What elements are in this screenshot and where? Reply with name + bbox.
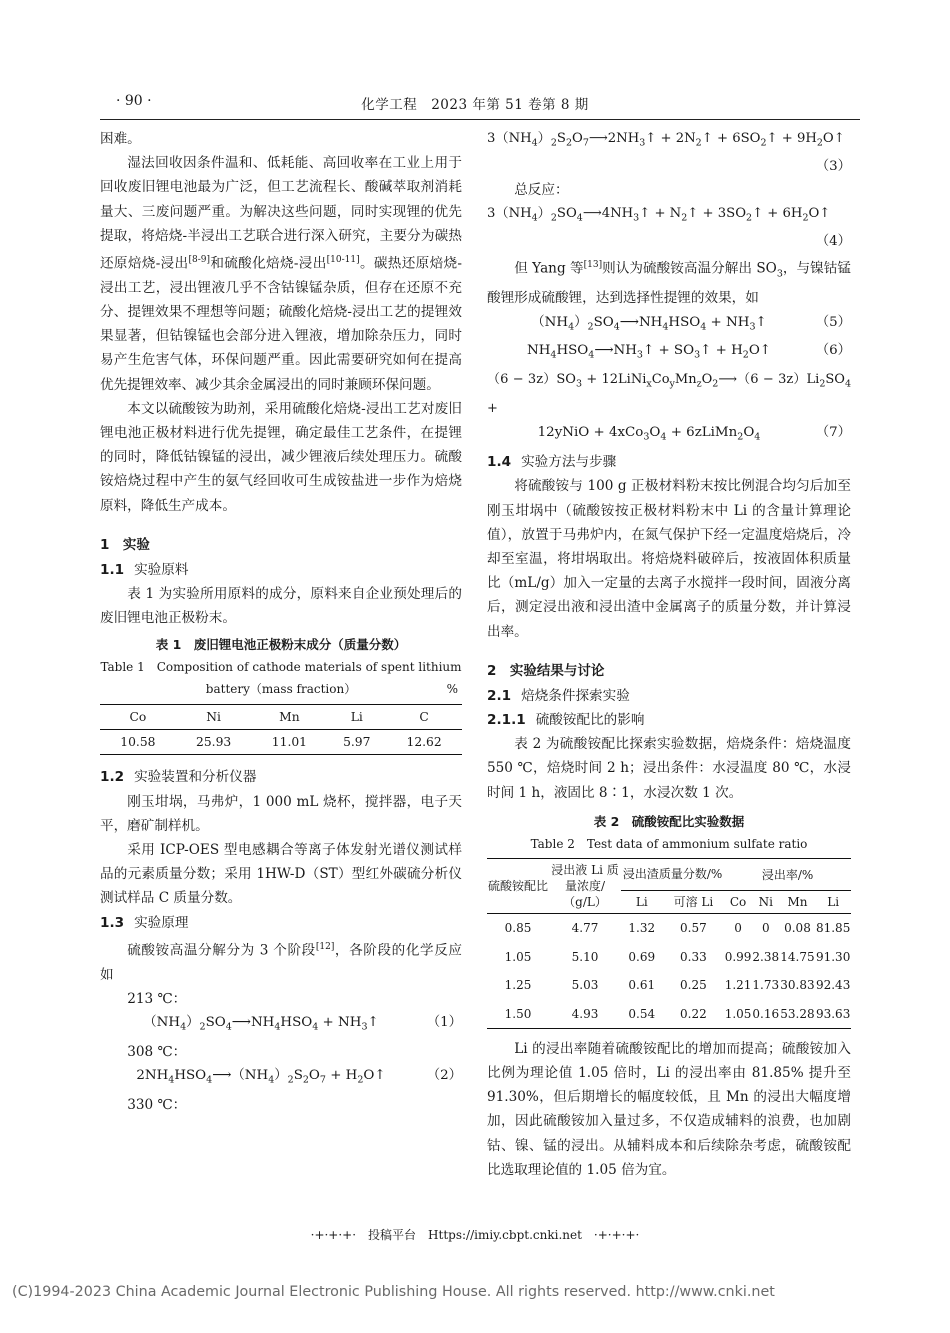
table-1-caption-en-line2: battery（mass fraction） % [100,678,462,700]
table-2-header-li-concentration: 浸出液 Li 质量浓度/（g/L） [549,858,621,913]
equation-6-number: （6） [815,343,851,359]
temperature-308: 308 ℃： [127,1043,187,1060]
paragraph-li-leaching: Li 的浸出率随着硫酸铵配比的增加而提高；硫酸铵加入比例为理论值 1.05 倍时，Li 的浸出率由 81.85% 提升至 91.30%，但后期增长的幅度较低，且 Mn 的浸出大幅度增加，因此硫酸铵加入量过多，不仅造成辅料的浪费，也加剧钴、镍、锰的浸出。从辅料成本和后续除杂考虑，硫酸铵配比选取理论值的 1.05 倍为宜。 [487,1040,851,1178]
table-row [487,971,851,1000]
section-1-heading: 1 实验 [100,536,150,553]
temperature-330: 330 ℃： [127,1096,187,1113]
table-2-cell: 1.73 [752,978,780,993]
table-1-cell: 10.58 [100,730,176,755]
table-1-header-cell: Co [100,705,176,730]
right-column [487,127,851,1182]
section-2-1-heading: 2.1 焙烧条件探索实验 [487,687,630,704]
table-row [487,999,851,1028]
section-2-1-1-heading: 2.1.1 硫酸铵配比的影响 [487,712,645,728]
header-rule [100,119,860,120]
equation-2: $2NH_4HSO_4⟶(NH_4)_2S_2O_7$ + $H_2O↑$ （2） [100,1064,462,1093]
table-1-cell: 25.93 [176,730,252,755]
equation-7-line2: 12yNiO + $4xCo_3O_4$ + $6zLiMn_2O_4$ （7） [487,421,851,450]
equation-5-number: （5） [815,314,851,330]
equation-4-number: （4） [815,233,851,249]
table-2-cell: 0 [734,921,742,936]
table-2-cell: 0.57 [680,921,707,936]
table-2-cell: 1.25 [504,978,532,993]
table-2-cell: 53.28 [780,999,816,1028]
table-2-cell: 0.33 [680,949,707,964]
equation-7-line1: $(6 - 3z)SO_3$ + $12LiNi_xCo_yMn_zO_2⟶(6 - 3z)Li_2SO_4$ + [487,372,851,417]
table-2-subheader-cell: 可溶 Li [663,890,725,913]
paragraph-raw-materials: 表 1 为实验所用原料的成分，原料来自企业预处理后的废旧锂电池正极粉末。 [100,585,462,627]
paragraph-this-work: 本文以硫酸铵为助剂，采用硫酸化焙烧-浸出工艺对废旧锂电池正极材料进行优先提锂，确定最佳工艺条件，在提锂的同时，降低钴镍锰的浸出，减少锂液后续处理压力。硫酸铵焙烧过程中产生的氨气经回收可生成铵盐进一步作为焙烧原料，降低生产成本。 [100,400,462,514]
citation-12[interactable]: [12] [315,941,335,952]
table-2-subheader-cell: Ni [752,890,780,913]
citation-13[interactable]: [13] [583,259,603,270]
table-2-header-ratio: 硫酸铵配比 [487,858,549,913]
paragraph-table2-intro: 表 2 为硫酸铵配比探索实验数据，焙烧条件：焙烧温度 550 ℃，焙烧时间 2 h；浸出条件：水浸温度 80 ℃，水浸时间 1 h，液固比 8∶1，水浸次数 1 次。 [487,736,851,801]
section-1-1-heading: 1.1 实验原料 [100,561,189,578]
paragraph-yang: 但 Yang 等[13]则认为硫酸铵高温分解出 $SO_3$，与镍钴锰酸锂形成硫酸锂，达到选择性提锂的效果，如 [487,259,851,307]
table-1-caption: 表 1 废旧锂电池正极粉末成分（质量分数） [155,637,407,653]
table-row [487,942,851,971]
table-2-cell: 1.21 [724,978,752,993]
table-2-cell: 1.50 [487,999,549,1028]
section-1-3-heading: 1.3 实验原理 [100,914,189,931]
equation-2-number: （2） [426,1068,462,1084]
table-2-subheader-cell: Co [724,890,752,913]
table-2-cell: 0.22 [663,999,725,1028]
copyright-notice: (C)1994-2023 China Academic Journal Electronic Publishing House. All rights reserved. http://www.cnki.net [12,1284,775,1300]
table-2-cell: 4.93 [549,999,621,1028]
table-2-subheader-cell: Mn [780,890,816,913]
table-2-cell: 0.99 [724,949,752,964]
table-2-cell: 5.03 [571,978,599,993]
header-journal: 化学工程 2023 年第 51 卷第 8 期 [361,97,589,113]
section-1-4-heading: 1.4 实验方法与步骤 [487,454,617,471]
table-2-cell: 0.85 [504,921,532,936]
table-2-header-residue: 浸出渣质量分数/% [621,858,724,890]
equation-4: $3(NH_4)_2SO_4⟶4NH_3↑$ + $N_2↑$ + $3SO_2↑$ + $6H_2O↑$ [487,206,831,224]
paragraph-analysis: 采用 ICP-OES 型电感耦合等离子体发射光谱仪测试样品的元素质量分数；采用 1HW-D（ST）型红外碳硫分析仪测试样品 C 质量分数。 [100,842,462,907]
citation-8-9[interactable]: [8-9] [188,255,210,266]
table-1-header-cell: Ni [176,705,252,730]
equation-1-number: （1） [426,1014,462,1030]
table-1-caption-en: Table 1 Composition of cathode materials of spent lithium [100,660,462,675]
table-1-cell: 11.01 [252,730,328,755]
table-1-row [100,730,462,755]
table-2-caption: 表 2 硫酸铵配比实验数据 [593,813,745,829]
table-2-cell: 30.83 [780,978,815,993]
table-2-cell: 14.75 [780,949,815,964]
citation-10-11[interactable]: [10-11] [326,255,360,266]
table-2-cell: 0.25 [680,978,707,993]
table-1-cell: 12.62 [386,730,462,755]
table-row [487,913,851,942]
footer-submission-platform[interactable]: ·+·+·+· 投稿平台 Https://imiy.cbpt.cnki.net ·+·+·+· [310,1228,640,1242]
table-2-cell: 1.05 [724,999,752,1028]
table-1-header-cell: Mn [252,705,328,730]
temperature-213: 213 ℃： [127,990,187,1007]
table-2-cell: 5.10 [571,949,599,964]
table-1-unit: % [446,682,458,697]
paragraph-wet-recovery: 湿法回收因条件温和、低耗能、高回收率在工业上用于回收废旧锂电池最为广泛，但工艺流程长、酸碱萃取剂消耗量大、三废问题严重。为解决这些问题，同时实现锂的优先提取，将焙烧-半浸出工艺联合进行深入研究，主要分为碳热还原焙烧-浸出[8-9]和硫酸化焙烧-浸出[10-11]。碳热还原焙烧-浸出工艺，浸出锂液几乎不含钴镍锰杂质，但存在还原不充分、提锂效果不理想等问题；硫酸化焙烧-浸出工艺的提锂效果显著，但钴镍锰也会部分进入锂液，增加除杂压力，同时易产生危害气体，环保问题严重。因此需要研究如何在提高优先提锂效率、减少其余金属浸出的同时兼顾环保问题。 [100,155,463,393]
table-1-header-row [100,705,462,730]
equation-7-number: （7） [815,425,851,441]
table-2-subheader-cell: Li [815,890,851,913]
equation-3: $3(NH_4)_2S_2O_7⟶2NH_3↑$ + $2N_2↑$ + $6SO_2↑$ + $9H_2O↑$ [487,131,845,149]
table-1-header-cell: Li [327,705,386,730]
table-2-cell: 0.08 [784,921,811,936]
table-2-cell: 0.16 [752,999,780,1028]
equation-1: $(NH_4)_2SO_4⟶NH_4HSO_4$ + $NH_3↑$ （1） [100,1011,462,1040]
table-1-cell: 5.97 [327,730,386,755]
total-reaction-label: 总反应： [514,181,569,198]
table-1-header-cell: C [386,705,462,730]
table-2-caption-en: Table 2 Test data of ammonium sulfate ratio [530,836,808,851]
table-2-cell: 1.32 [628,921,656,936]
table-2-cell: 0.69 [628,949,656,964]
table-2-cell: 0.61 [628,978,656,993]
table-2-cell: 92.43 [815,978,851,993]
table-2-subheader-cell: Li [621,890,663,913]
header-page-number: · 90 · [116,93,152,109]
table-2-cell: 1.05 [504,949,532,964]
equation-5: $(NH_4)_2SO_4⟶NH_4HSO_4$ + $NH_3↑$ （5） [487,311,851,340]
table-2-cell: 91.30 [815,949,851,964]
table-2-cell: 4.77 [571,921,599,936]
paragraph-continuation: 困难。 [100,131,141,147]
table-2-cell: 93.63 [815,999,851,1028]
table-2-cell: 2.38 [752,949,780,964]
table-2-cell: 0.54 [621,999,663,1028]
section-1-2-heading: 1.2 实验装置和分析仪器 [100,769,257,786]
table-2-header-rate: 浸出率/% [724,858,851,890]
paragraph-principle: 硫酸铵高温分解分为 3 个阶段[12]，各阶段的化学反应如 [100,941,462,983]
table-2-cell: 0 [761,921,770,936]
equation-6: $NH_4HSO_4⟶NH_3↑$ + $SO_3↑$ + $H_2O↑$ （6） [487,339,851,368]
table-1 [100,704,462,755]
table-2 [487,858,851,1029]
equation-3-number: （3） [815,158,851,174]
left-column [100,127,462,1117]
table-2-cell: 81.85 [815,921,851,936]
paragraph-equipment: 刚玉坩埚，马弗炉，1 000 mL 烧杯，搅拌器，电子天平，磨矿制样机。 [100,793,462,834]
table-2-header-row [487,858,851,890]
section-2-heading: 2 实验结果与讨论 [487,662,605,679]
paragraph-method: 将硫酸铵与 100 g 正极材料粉末按比例混合均匀后加至刚玉坩埚中（硫酸铵按正极材料粉末中 Li 的含量计算理论值），放置于马弗炉内，在氮气保护下经一定温度焙烧后，冷却至室温，将坩埚取出。将焙烧料破碎后，按液固体积质量比（mL/g）加入一定量的去离子水搅拌一段时间，固液分离后，测定浸出液和浸出渣中金属离子的质量分数，并计算浸出率。 [487,478,851,640]
